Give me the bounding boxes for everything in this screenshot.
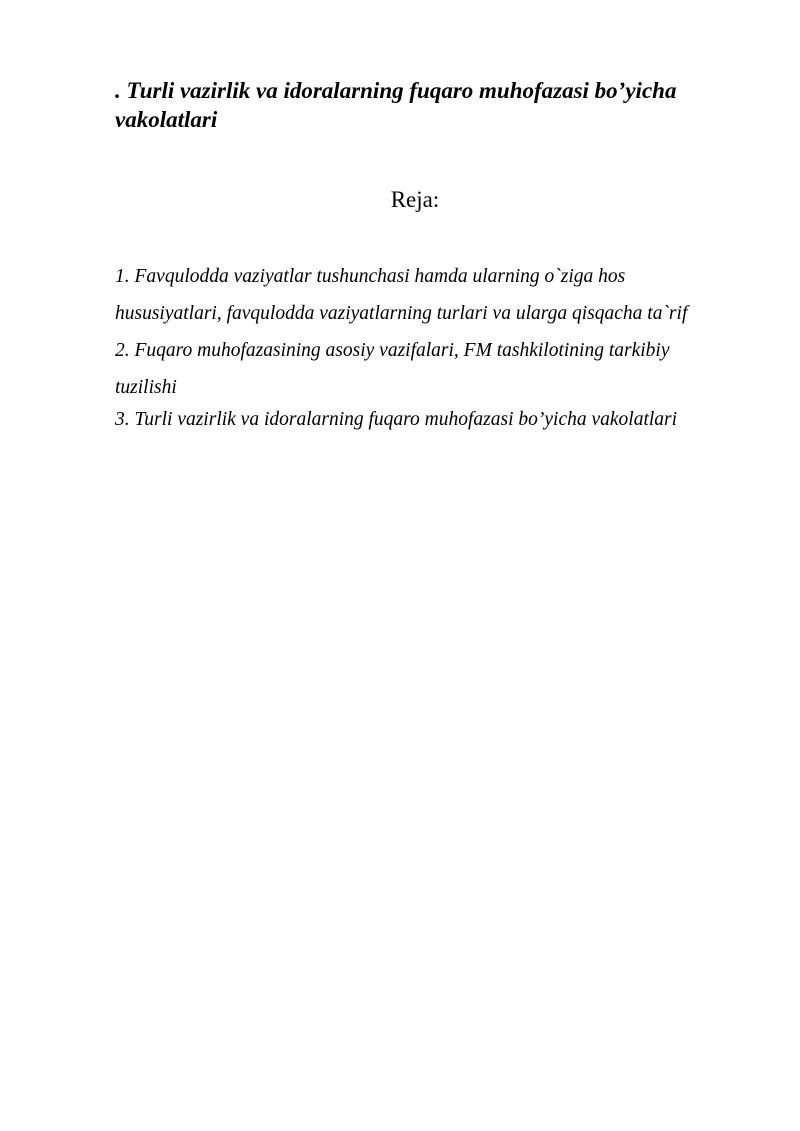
plan-item-2: 2. Fuqaro muhofazasining asosiy vazifalari, FM tashkilotining tarkibiy tuzilishi [115, 340, 670, 398]
plan-list [115, 258, 735, 432]
plan-heading: Reja: [390, 187, 440, 212]
plan-item-3: 3. Turli vazirlik va idoralarning fuqaro muhofazasi bo’yicha vakolatlari [115, 409, 678, 430]
document-title: . Turli vazirlik va idoralarning fuqaro muhofazasi bo’yicha vakolatlari [115, 78, 677, 132]
plan-item-1: 1. Favqulodda vaziyatlar tushunchasi hamda ularning o`ziga hos hususiyatlari, favqulodda vaziyatlarning turlari va ularga qisqacha ta`rif [115, 266, 688, 324]
